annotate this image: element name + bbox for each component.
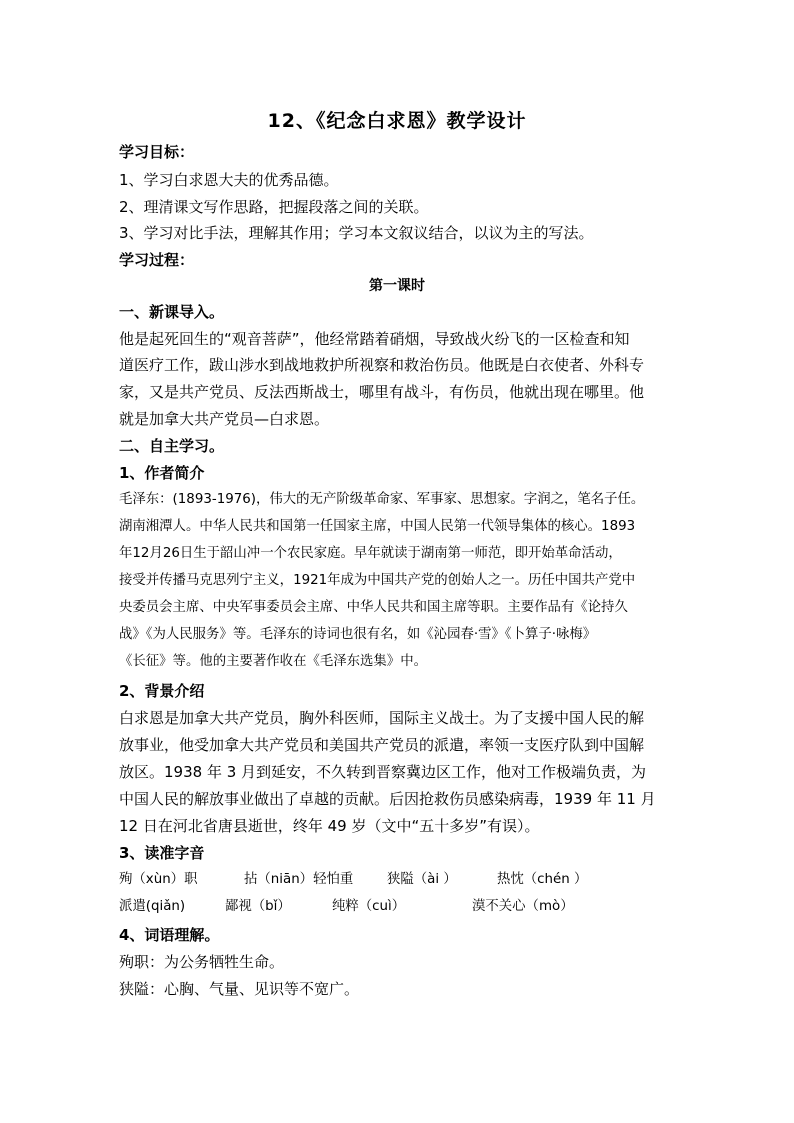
background-line: 放事业，他受加拿大共产党员和美国共产党员的派遣，率领一支医疗队到中国解 bbox=[119, 736, 645, 754]
author-line: 《长征》等。他的主要著作收在《毛泽东选集》中。 bbox=[119, 654, 427, 669]
intro-line: 他是起死回生的“观音菩萨”，他经常踏着硝烟，导致战火纷飞的一区检查和知 bbox=[119, 330, 630, 348]
author-heading: 1、作者简介 bbox=[119, 464, 205, 482]
goal-item: 3、学习对比手法，理解其作用；学习本文叙议结合，以议为主的写法。 bbox=[119, 224, 594, 242]
vocab-line: 狭隘：心胸、气量、见识等不宽广。 bbox=[119, 980, 360, 998]
author-line: 年12月26日生于韶山冲一个农民家庭。早年就读于湖南第一师范，即开始革命活动， bbox=[119, 546, 622, 561]
background-heading: 2、背景介绍 bbox=[119, 682, 205, 700]
pronunciation-item: 纯粹（cuì） bbox=[332, 899, 406, 914]
background-line: 白求恩是加拿大共产党员，胸外科医师，国际主义战士。为了支援中国人民的解 bbox=[119, 709, 645, 727]
pronunciation-item: 殉（xùn）职 bbox=[119, 872, 198, 887]
lesson-heading: 第一课时 bbox=[369, 278, 425, 294]
author-line: 战》《为人民服务》等。毛泽东的诗词也很有名，如《沁园春·雪》《卜算子·咏梅》 bbox=[119, 627, 597, 642]
vocab-heading: 4、词语理解。 bbox=[119, 926, 220, 944]
background-line: 放区。1938 年 3 月到延安，不久转到晋察冀边区工作，他对工作极端负责，为 bbox=[119, 763, 647, 781]
pronunciation-item: 热忱（chén ） bbox=[497, 872, 588, 887]
intro-line: 家，又是共产党员、反法西斯战士，哪里有战斗，有伤员，他就出现在哪里。他 bbox=[119, 383, 645, 401]
intro-line: 就是加拿大共产党员—白求恩。 bbox=[119, 410, 330, 428]
goals-heading: 学习目标： bbox=[119, 143, 195, 161]
author-line: 接受并传播马克思列宁主义，1921年成为中国共产党的创始人之一。历任中国共产党中 bbox=[119, 573, 636, 588]
intro-line: 道医疗工作，跋山涉水到战地救护所视察和救治伤员。他既是白衣使者、外科专 bbox=[119, 356, 645, 374]
vocab-line: 殉职：为公务牺牲生命。 bbox=[119, 953, 285, 971]
pronunciation-item: 漠不关心（mò） bbox=[472, 899, 574, 914]
section1-heading: 一、新课导入。 bbox=[119, 303, 225, 321]
section2-heading: 二、自主学习。 bbox=[119, 437, 225, 455]
pronunciation-heading: 3、读准字音 bbox=[119, 844, 205, 862]
author-line: 湖南湘潭人。中华人民共和国第一任国家主席，中国人民第一代领导集体的核心。1893 bbox=[119, 519, 636, 534]
pronunciation-item: 拈（niān）轻怕重 bbox=[244, 872, 354, 887]
background-line: 中国人民的解放事业做出了卓越的贡献。后因抢救伤员感染病毒，1939 年 11 月 bbox=[119, 790, 656, 808]
background-line: 12 日在河北省唐县逝世，终年 49 岁（文中“五十多岁”有误）。 bbox=[119, 817, 540, 835]
process-heading: 学习过程： bbox=[119, 251, 195, 269]
document-title: 12、《纪念白求恩》教学设计 bbox=[267, 110, 527, 132]
pronunciation-item: 鄙视（bǐ） bbox=[225, 899, 291, 914]
pronunciation-item: 派遣(qiǎn) bbox=[119, 899, 186, 914]
author-line: 毛泽东：(1893-1976)，伟大的无产阶级革命家、军事家、思想家。字润之，笔名子任。 bbox=[119, 492, 645, 507]
author-line: 央委员会主席、中央军事委员会主席、中华人民共和国主席等职。主要作品有《论持久 bbox=[119, 600, 628, 615]
goal-item: 1、学习白求恩大夫的优秀品德。 bbox=[119, 171, 339, 189]
goal-item: 2、理清课文写作思路，把握段落之间的关联。 bbox=[119, 198, 429, 216]
pronunciation-item: 狭隘（ài ） bbox=[387, 872, 457, 887]
